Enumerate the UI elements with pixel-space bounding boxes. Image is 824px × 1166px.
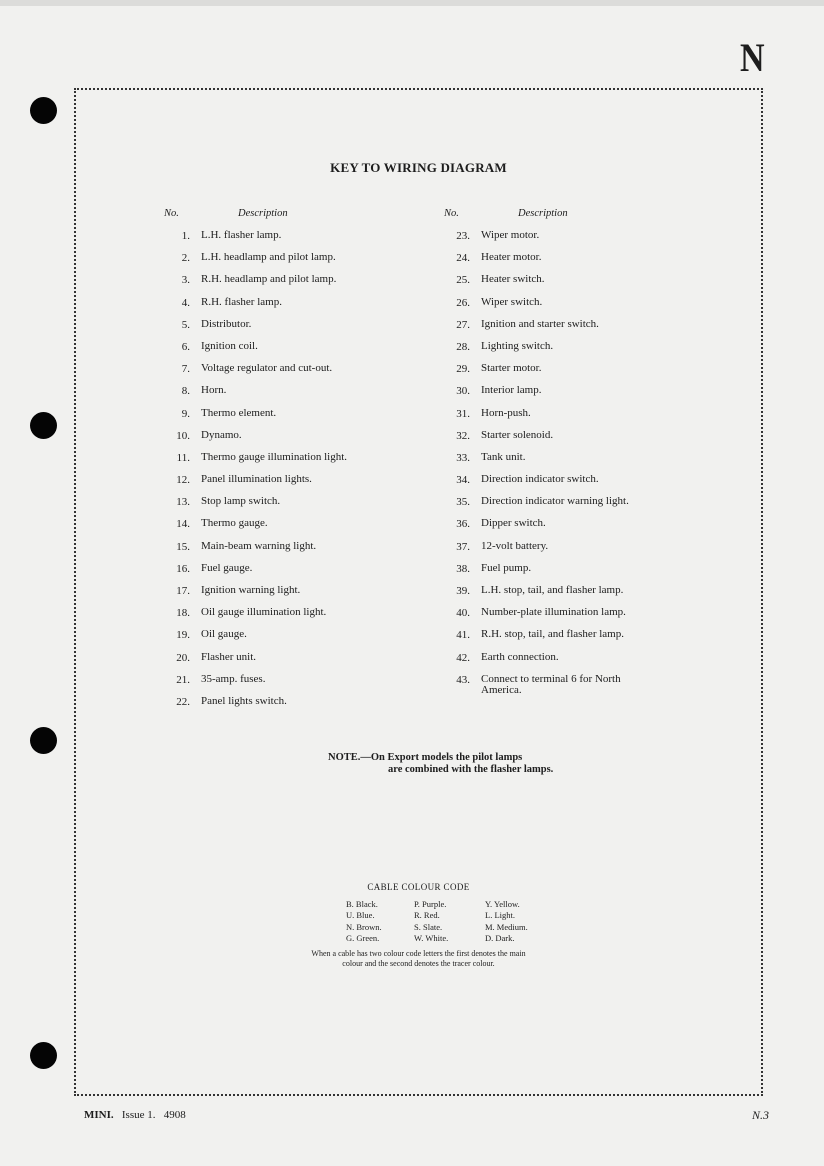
item-number: 20. [176,651,190,664]
item-number: 18. [176,607,190,620]
note-line-2: are combined with the flasher lamps. [388,764,554,775]
item-number: 7. [181,363,190,376]
item-description: Starter motor. [481,362,542,375]
item-number: 39. [456,585,470,597]
column-header [444,208,661,230]
key-item [164,452,381,474]
item-description: Wiper switch. [481,295,543,308]
item-number: 21. [176,673,190,686]
key-item [164,518,381,540]
item-number: 43. [456,673,470,686]
header-no: No. [164,208,179,219]
footer-reference [84,1109,186,1121]
item-description: Earth connection. [481,650,559,663]
item-description: Interior lamp. [481,384,542,397]
key-item [164,230,381,252]
key-item [164,585,381,607]
item-number: 22. [176,695,190,708]
item-number: 15. [176,540,190,553]
key-item [444,363,661,385]
cable-colour-code-title: CABLE COLOUR CODE [367,882,470,892]
item-description: Panel illumination lights. [201,473,312,486]
item-description: Direction indicator switch. [481,473,599,486]
item-number: 37. [456,540,470,553]
cable-code-column [346,899,382,944]
column-header [164,208,381,230]
item-number: 38. [456,562,470,575]
key-item [444,408,661,430]
item-number: 41. [456,629,470,642]
cable-code-entry: N. Brown. [346,921,382,932]
item-description: Ignition coil. [201,339,258,352]
key-item [444,319,661,341]
item-number: 19. [176,629,190,642]
header-no: No. [444,208,459,219]
key-item [164,430,381,452]
item-description: Direction indicator warning light. [481,495,629,508]
item-number: 33. [456,451,470,464]
cable-code-entry: Y. Yellow. [485,899,520,909]
key-item [164,319,381,341]
key-column-right [444,208,661,696]
item-number: 32. [456,429,470,442]
key-item [444,496,661,518]
item-description: Thermo gauge. [201,517,268,530]
item-number: 25. [456,274,470,287]
item-number: 10. [176,429,190,442]
binder-hole [30,97,57,124]
item-description: Distributor. [201,317,252,330]
item-description: Horn-push. [481,406,531,419]
key-item [444,563,661,585]
item-description: R.H. stop, tail, and flasher lamp. [481,628,624,641]
cable-code-entry: L. Light. [485,910,515,921]
item-description: Heater switch. [481,273,545,286]
item-description: Fuel gauge. [201,561,253,574]
binder-hole [30,412,57,439]
footer-issue: Issue 1. [121,1109,156,1121]
export-note [328,752,553,776]
key-item [444,274,661,296]
item-number: 40. [456,607,470,620]
key-item [164,408,381,430]
item-number: 1. [181,230,190,242]
cable-code-entry: G. Green. [346,932,380,943]
item-description: Stop lamp switch. [201,495,281,508]
item-number: 16. [176,562,190,575]
dotted-frame [74,88,763,1096]
key-item [164,385,381,407]
item-description: Thermo element. [201,406,277,419]
cable-code-entry: S. Slate. [414,921,443,932]
item-number: 12. [176,474,190,487]
cable-code-entry: W. White. [414,932,449,943]
item-description: Horn. [201,384,227,397]
item-number: 4. [181,296,190,309]
key-item [444,629,661,651]
cable-code-entry: B. Black. [346,899,378,909]
key-item [164,363,381,385]
footer-ref: 4908 [163,1109,186,1121]
key-item [164,674,381,696]
item-number: 26. [456,296,470,309]
item-description: Dynamo. [201,428,242,441]
cable-code-column [485,899,528,944]
item-description: L.H. stop, tail, and flasher lamp. [481,584,624,596]
cable-code-entry: R. Red. [414,910,440,921]
cable-code-entry: M. Medium. [485,921,528,932]
key-item [164,541,381,563]
note-line-1: NOTE.—On Export models the pilot lamps [328,752,523,763]
item-number: 14. [176,518,190,531]
key-item [164,496,381,518]
item-number: 42. [456,651,470,664]
item-number: 17. [176,585,190,597]
item-description: Fuel pump. [481,561,532,574]
key-item [444,518,661,540]
cable-note-line-1: When a cable has two colour code letters the first denotes the main [311,949,526,958]
item-description: 12-volt battery. [481,539,549,552]
key-item [164,297,381,319]
cable-code-column [414,899,448,944]
key-item [164,474,381,496]
key-item [444,585,661,607]
item-number: 28. [456,340,470,353]
item-number: 31. [456,407,470,420]
key-item [444,385,661,407]
key-item [444,541,661,563]
item-description: Starter solenoid. [481,428,554,441]
item-description: Main-beam warning light. [201,539,317,552]
item-description: Wiper motor. [481,229,540,241]
key-item [444,430,661,452]
item-number: 5. [181,318,190,331]
item-description: Lighting switch. [481,339,554,352]
cable-code-note [76,949,761,968]
item-number: 9. [181,407,190,420]
item-description: Number-plate illumination lamp. [481,606,626,619]
key-item [444,607,661,629]
key-item [164,563,381,585]
key-item [444,474,661,496]
key-item [444,230,661,252]
item-number: 24. [456,252,470,265]
item-description: Connect to terminal 6 for North America. [481,672,621,696]
item-number: 8. [181,385,190,398]
item-description: L.H. flasher lamp. [201,229,282,241]
key-item [164,652,381,674]
cable-code-entry: P. Purple. [414,899,447,909]
item-number: 13. [176,496,190,509]
cable-code-entry: D. Dark. [485,932,515,943]
item-description: 35-amp. fuses. [201,672,266,685]
header-description: Description [238,208,288,219]
key-item [444,297,661,319]
item-number: 30. [456,385,470,398]
item-number: 27. [456,318,470,331]
item-description: Voltage regulator and cut-out. [201,362,333,375]
key-item [164,341,381,363]
item-number: 35. [456,496,470,509]
key-item [444,674,661,696]
item-number: 11. [176,451,190,464]
item-number: 34. [456,474,470,487]
item-number: 29. [456,363,470,376]
item-number: 6. [181,340,190,353]
item-description: Heater motor. [481,251,542,264]
item-description: L.H. headlamp and pilot lamp. [201,251,336,264]
item-description: Thermo gauge illumination light. [201,450,348,463]
key-column-left [164,208,381,718]
cable-code-entry: U. Blue. [346,910,375,921]
key-item [164,696,381,718]
item-number: 23. [456,230,470,242]
key-item [444,652,661,674]
page-top-edge [0,0,824,6]
key-item [444,452,661,474]
key-item [164,607,381,629]
key-item [444,341,661,363]
page-title: KEY TO WIRING DIAGRAM [330,160,507,175]
item-number: 36. [456,518,470,531]
item-description: Dipper switch. [481,517,546,530]
item-description: R.H. headlamp and pilot lamp. [201,273,337,286]
item-number: 2. [181,252,190,265]
header-description: Description [518,208,568,219]
item-description: Panel lights switch. [201,694,287,707]
item-description: Oil gauge. [201,628,247,641]
item-number: 3. [181,274,190,287]
key-item [164,629,381,651]
key-item [444,252,661,274]
item-description: R.H. flasher lamp. [201,295,282,308]
item-description: Tank unit. [481,450,526,463]
cable-note-line-2: colour and the second denotes the tracer colour. [342,958,495,968]
key-item [164,274,381,296]
item-description: Ignition warning light. [201,584,301,596]
item-description: Oil gauge illumination light. [201,606,327,619]
page-number: N.3 [752,1108,770,1122]
binder-hole [30,727,57,754]
item-description: Flasher unit. [201,650,256,663]
binder-hole [30,1042,57,1069]
section-letter: N [740,35,764,80]
footer-model: MINI. [84,1109,114,1121]
key-item [164,252,381,274]
item-description: Ignition and starter switch. [481,317,599,330]
